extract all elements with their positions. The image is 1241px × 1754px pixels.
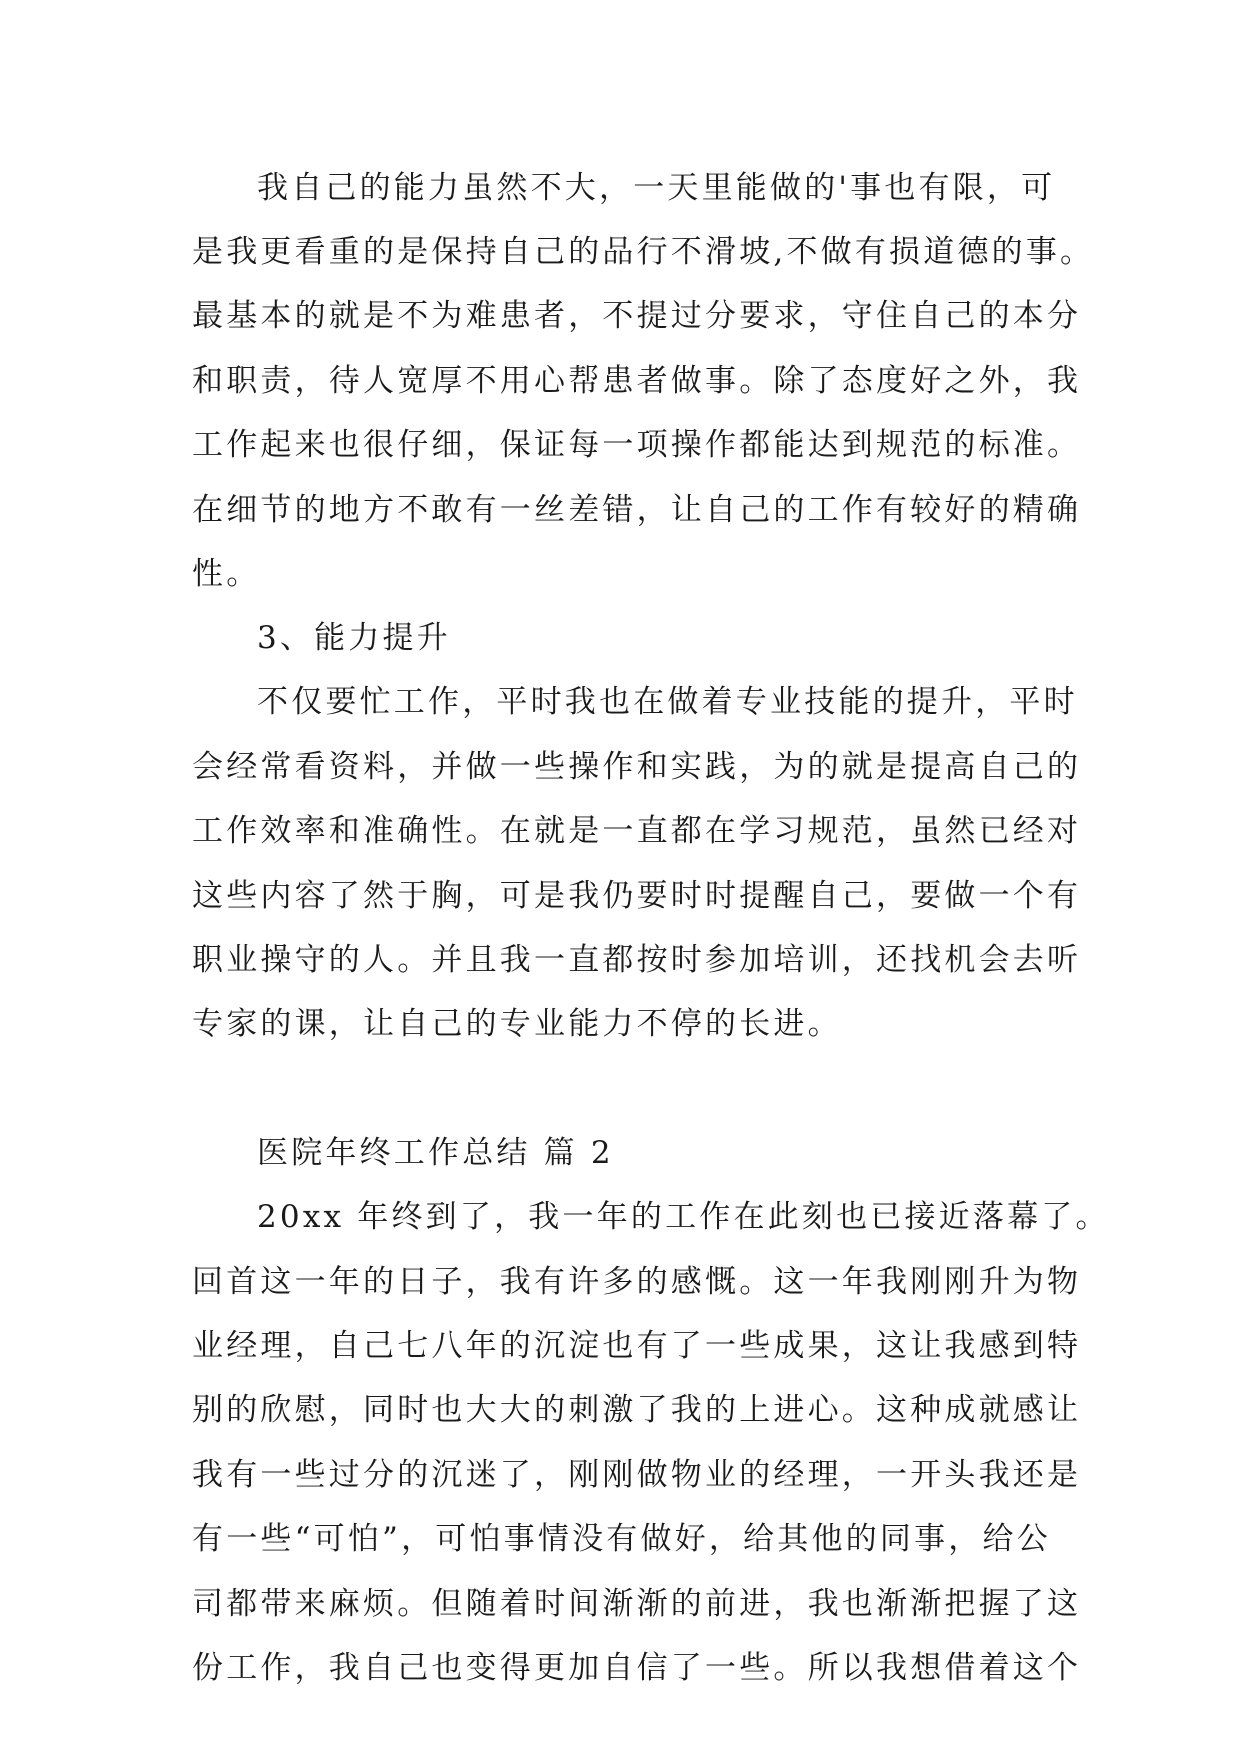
paragraph-line: 司都带来麻烦。但随着时间渐渐的前进，我也渐渐把握了这 [192, 1586, 1082, 1622]
section-subheading: 3、能力提升 [257, 620, 451, 656]
paragraph-line: 20xx 年终到了，我一年的工作在此刻也已接近落幕了。 [257, 1199, 1110, 1235]
paragraph-line: 最基本的就是不为难患者，不提过分要求，守住自己的本分 [192, 298, 1082, 334]
paragraph-line: 我自己的能力虽然不大，一天里能做的'事也有限，可 [257, 170, 1056, 206]
paragraph-line: 这些内容了然于胸，可是我仍要时时提醒自己，要做一个有 [192, 878, 1082, 914]
paragraph-line: 有一些“可怕”，可怕事情没有做好，给其他的同事，给公 [192, 1521, 1051, 1557]
paragraph-line: 工作起来也很仔细，保证每一项操作都能达到规范的标准。 [192, 427, 1082, 463]
paragraph-line: 职业操守的人。并且我一直都按时参加培训，还找机会去听 [192, 942, 1082, 978]
paragraph-line: 和职责，待人宽厚不用心帮患者做事。除了态度好之外，我 [192, 363, 1082, 399]
paragraph-line: 我有一些过分的沉迷了，刚刚做物业的经理，一开头我还是 [192, 1457, 1082, 1493]
paragraph-line: 回首这一年的日子，我有许多的感慨。这一年我刚刚升为物 [192, 1264, 1082, 1300]
article-title: 医院年终工作总结 篇 2 [257, 1135, 614, 1171]
paragraph-line: 会经常看资料，并做一些操作和实践，为的就是提高自己的 [192, 749, 1082, 785]
paragraph-line: 份工作，我自己也变得更加自信了一些。所以我想借着这个 [192, 1650, 1082, 1686]
paragraph-line: 专家的课，让自己的专业能力不停的长进。 [192, 1006, 842, 1042]
paragraph-line: 工作效率和准确性。在就是一直都在学习规范，虽然已经对 [192, 813, 1082, 849]
paragraph-line: 业经理，自己七八年的沉淀也有了一些成果，这让我感到特 [192, 1328, 1082, 1364]
paragraph-line: 不仅要忙工作，平时我也在做着专业技能的提升，平时 [257, 684, 1078, 720]
paragraph-line: 是我更看重的是保持自己的品行不滑坡,不做有损道德的事。 [192, 234, 1095, 270]
paragraph-line: 性。 [192, 556, 261, 592]
paragraph-line: 在细节的地方不敢有一丝差错，让自己的工作有较好的精确 [192, 492, 1082, 528]
paragraph-line: 别的欣慰，同时也大大的刺激了我的上进心。这种成就感让 [192, 1392, 1082, 1428]
